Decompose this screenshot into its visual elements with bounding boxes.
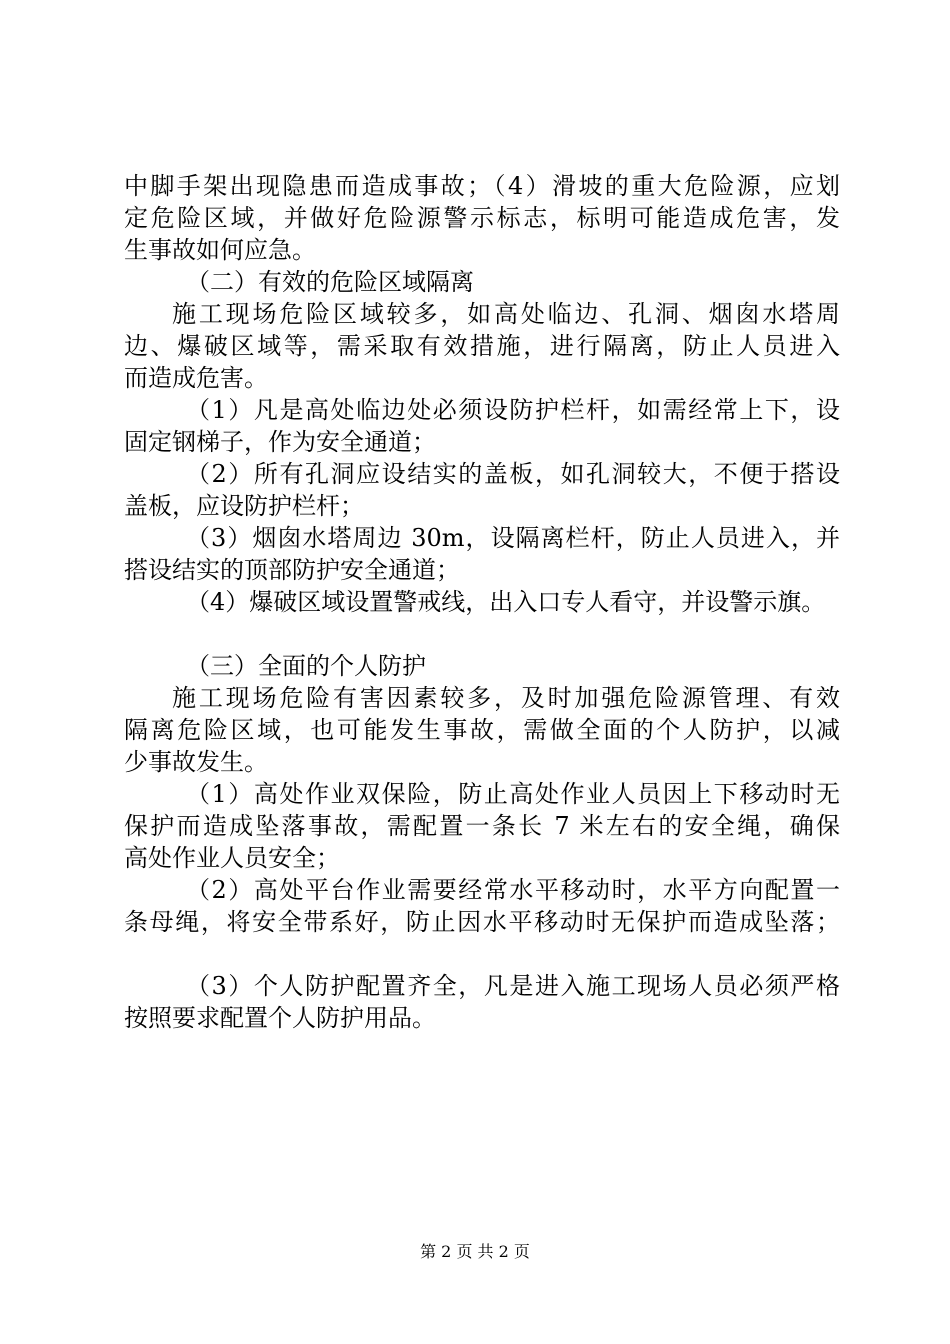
list-item: （2）所有孔洞应设结实的盖板，如孔洞较大，不便于搭设 [186,460,840,488]
list-item: （4）爆破区域设置警戒线，出入口专人看守，并设警示旗。 [186,588,826,616]
text-line: 施工现场危险区域较多，如高处临边、孔洞、烟囱水塔周 [172,300,840,328]
text-line: 按照要求配置个人防护用品。 [124,1004,436,1032]
text-line: 保护而造成坠落事故，需配置一条长 7 米左右的安全绳，确保 [124,812,840,840]
section-heading: （三）全面的个人防护 [186,652,426,680]
section-heading: （二）有效的危险区域隔离 [186,268,474,296]
list-item: （1）凡是高处临边处必须设防护栏杆，如需经常上下，设 [186,396,840,424]
text-line: 搭设结实的顶部防护安全通道； [124,556,460,584]
text-line: 边、爆破区域等，需采取有效措施，进行隔离，防止人员进入 [124,332,840,360]
body-text [124,170,840,1034]
text-line: 施工现场危险有害因素较多，及时加强危险源管理、有效 [172,684,840,712]
list-item: （2）高处平台作业需要经常水平移动时，水平方向配置一 [186,876,840,904]
text-line: 少事故发生。 [124,748,268,776]
text-line: 中脚手架出现隐患而造成事故；（4）滑坡的重大危险源，应划 [124,172,840,200]
text-line: 而造成危害。 [124,364,268,392]
text-line: 高处作业人员安全； [124,844,340,872]
text-line: 生事故如何应急。 [124,236,316,264]
text-line: 隔离危险区域，也可能发生事故，需做全面的个人防护，以减 [124,716,840,744]
page-footer: 第 2 页 共 2 页 [420,1242,530,1261]
blank-line [124,618,840,650]
text-line: 盖板，应设防护栏杆； [124,492,364,520]
text-line: 定危险区域，并做好危险源警示标志，标明可能造成危害，发 [124,204,840,232]
text-line: 条母绳，将安全带系好，防止因水平移动时无保护而造成坠落； [124,908,840,936]
blank-line [124,938,840,970]
text-line: 固定钢梯子，作为安全通道； [124,428,436,456]
list-item: （3）个人防护配置齐全，凡是进入施工现场人员必须严格 [186,972,840,1000]
list-item: （3）烟囱水塔周边 30m，设隔离栏杆，防止人员进入，并 [186,524,840,552]
list-item: （1）高处作业双保险，防止高处作业人员因上下移动时无 [186,780,840,808]
